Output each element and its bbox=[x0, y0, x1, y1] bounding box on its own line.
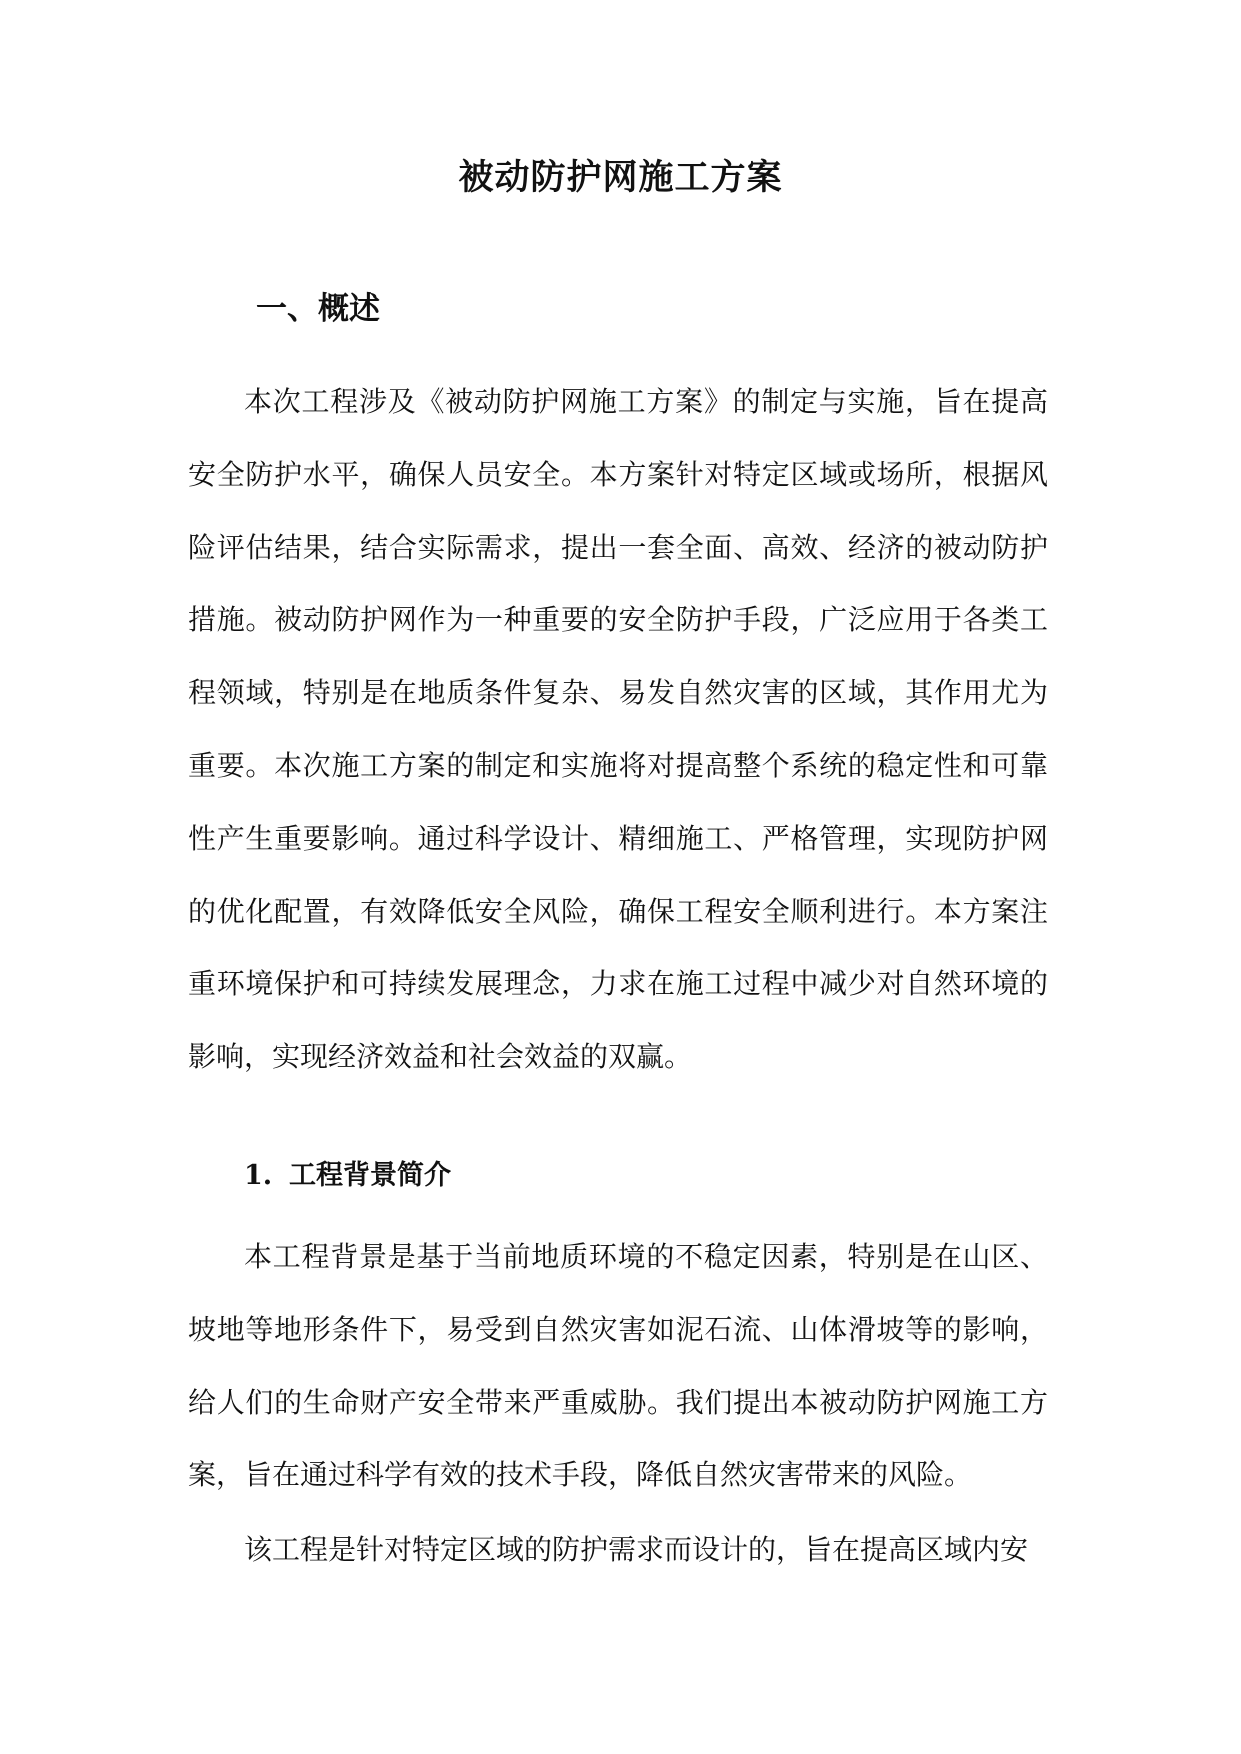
subsection-heading-background bbox=[244, 1153, 451, 1192]
document-title: 被动防护网施工方案 bbox=[458, 157, 783, 198]
subsection-number: 1. bbox=[244, 1160, 273, 1191]
background-paragraph-1: 本工程背景是基于当前地质环境的不稳定因素，特别是在山区、坡地等地形条件下，易受到自然灾害如泥石流、山体滑坡等的影响，给人们的生命财产安全带来严重威胁。我们提出本被动防护网施工方案，旨在通过科学有效的技术手段，降低自然灾害带来的风险。 bbox=[188, 1240, 1048, 1492]
subsection-title: 工程背景简介 bbox=[289, 1160, 451, 1191]
background-paragraph-2: 该工程是针对特定区域的防护需求而设计的，旨在提高区域内安 bbox=[244, 1533, 1029, 1566]
section-heading-overview: 一、概述 bbox=[256, 291, 380, 327]
overview-paragraph: 本次工程涉及《被动防护网施工方案》的制定与实施，旨在提高安全防护水平，确保人员安全。本方案针对特定区域或场所，根据风险评估结果，结合实际需求，提出一套全面、高效、经济的被动防护措施。被动防护网作为一种重要的安全防护手段，广泛应用于各类工程领域，特别是在地质条件复杂、易发自然灾害的区域，其作用尤为重要。本次施工方案的制定和实施将对提高整个系统的稳定性和可靠性产生重要影响。通过科学设计、精细施工、严格管理，实现防护网的优化配置，有效降低安全风险，确保工程安全顺利进行。本方案注重环境保护和可持续发展理念，力求在施工过程中减少对自然环境的影响，实现经济效益和社会效益的双赢。 bbox=[188, 385, 1048, 1074]
